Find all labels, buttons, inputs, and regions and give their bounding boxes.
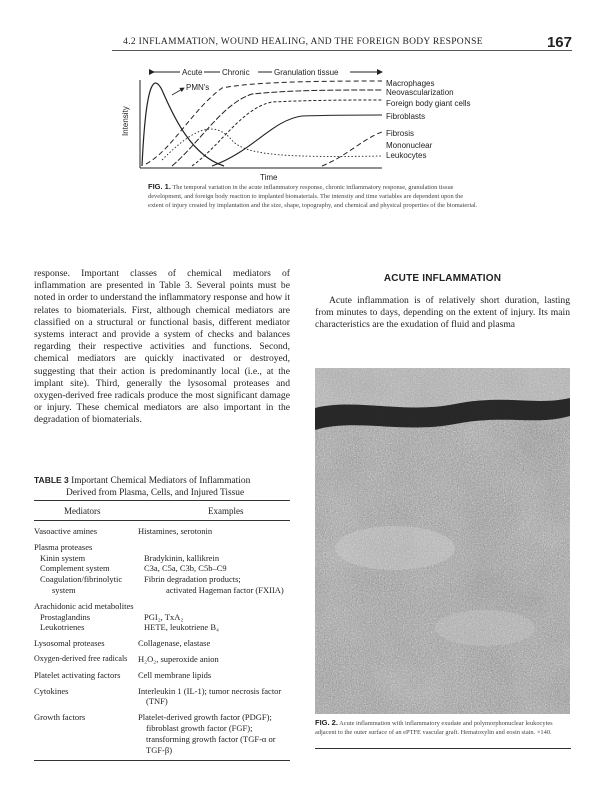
table-row: [34, 542, 290, 553]
section-heading-acute-inflammation: ACUTE INFLAMMATION: [383, 273, 502, 284]
table-rule-bottom: [34, 760, 290, 761]
page-number: 167: [546, 34, 572, 51]
x-axis-label: Time: [260, 173, 278, 182]
table-cell-mediator: Platelet activating factors: [34, 669, 121, 680]
table-row: [34, 574, 290, 585]
table-cell-example: Platelet-derived growth factor (PDGF); fibroblast growth factor (FGF); transforming growth factor (TGF-α or TGF-β): [138, 712, 276, 755]
label-mononuclear: Mononuclear: [386, 141, 433, 150]
table-cell-mediator: Oxygen-derived free radicals: [34, 653, 128, 663]
table-cell-example: Cell membrane lipids: [138, 669, 212, 680]
curve-fbgc: [192, 100, 382, 166]
table-cell-example: Collagenase, elastase: [138, 638, 211, 649]
table-cell-example: H₂O₂, superoxide anion: [138, 653, 219, 664]
table-3-title-line1: Important Chemical Mediators of Inflammation: [71, 476, 251, 486]
table-3-body: [34, 526, 290, 755]
y-axis-label: Intensity: [121, 106, 130, 136]
header-rule: [112, 50, 572, 51]
table-cell-example: Interleukin 1 (IL-1); tumor necrosis factor (TNF): [138, 685, 282, 707]
label-neovascularization: Neovascularization: [386, 88, 454, 97]
left-column-paragraph: response. Important classes of chemical mediators of inflammation are presented in Table 3. Several points must be noted in order to understand the inflammatory response and how it relates to biomaterials. First, although chemical mediators are classified on a structural or functional basis, different mediator systems interact and provide a system of checks and balances regarding their respective activities and functions. Second, chemical mediators are quickly inactivated or destroyed, suggesting that their action is predominantly local (i.e., at the implant site). Third, generally the lysosomal proteases and oxygen-derived free radicals produce the most significant damage or injury. These chemical mediators are also important in the degradation of biomaterials.: [34, 268, 290, 426]
table-cell-mediator: system: [52, 584, 76, 595]
table-cell-mediator: Lysosomal proteases: [34, 638, 105, 649]
curve-mononuclear: [162, 129, 382, 160]
table-row: [34, 670, 290, 681]
figure-1-caption-label: FIG. 1.: [148, 182, 171, 191]
label-leukocytes: Leukocytes: [386, 151, 427, 160]
table-3-title-line2: Derived from Plasma, Cells, and Injured Tissue: [66, 488, 245, 498]
label-pmns: PMN's: [186, 83, 210, 92]
figure-2-caption: [315, 718, 571, 737]
table-row: [34, 585, 290, 596]
table-rule-top: [34, 500, 290, 501]
table-row: [34, 526, 290, 537]
table-cell-mediator: Prostaglandins: [40, 611, 91, 622]
phase-label-chronic: Chronic: [222, 68, 250, 77]
table-cell-mediator: Growth factors: [34, 712, 86, 723]
table-cell-mediator: Plasma proteases: [34, 541, 93, 552]
table-row: [34, 654, 290, 665]
micrograph-image: [315, 368, 570, 714]
label-fibroblasts: Fibroblasts: [386, 112, 426, 121]
table-cell-example: C3a, C5a, C3b, C5b–C9: [144, 563, 227, 574]
figure-1-caption: [148, 182, 478, 210]
table-row: [34, 638, 290, 649]
figure-2-caption-text: Acute inflammation with inflammatory exudate and polymorphonuclear leukocytes adjacent to the outer surface of an ePTFE vascular graft. Hematoxylin and eosin stain. ×140.: [315, 720, 553, 736]
table-row: [34, 563, 290, 574]
running-header-title: 4.2 INFLAMMATION, WOUND HEALING, AND THE FOREIGN BODY RESPONSE: [123, 37, 483, 47]
table-row: [34, 612, 290, 623]
figure-1-caption-text: The temporal variation in the acute inflammatory response, chronic inflammatory response, granulation tissue development, and foreign body reaction to implanted biomaterials. The intensity and time variables are dependent upon the extent of injury created by implantation and the size, shape, topography, and chemical and physical properties of the biomaterial.: [148, 184, 478, 209]
table-row: [34, 553, 290, 564]
table-cell-example: activated Hageman factor (FXIIA): [166, 584, 284, 595]
right-column-paragraph: Acute inflammation is of relatively short duration, lasting from minutes to days, depending on the extent of injury. Its main characteristics are the exudation of fluid and plasma: [315, 295, 570, 331]
table-rule-header: [34, 520, 290, 521]
table-cell-example: Bradykinin, kallikrein: [144, 552, 220, 563]
figure-2-micrograph: [315, 368, 570, 714]
table-3-title: [34, 474, 290, 499]
table-row: [34, 712, 290, 755]
label-fbgc: Foreign body giant cells: [386, 99, 471, 108]
table-cell-mediator: Arachidonic acid metabolites: [34, 600, 134, 611]
table-cell-mediator: Kinin system: [40, 552, 86, 563]
table-cell-mediator: Coagulation/fibrinolytic: [40, 574, 123, 585]
table-cell-mediator: Complement system: [40, 563, 110, 574]
label-macrophages: Macrophages: [386, 79, 435, 88]
figure-2-rule: [315, 748, 571, 749]
table-3-label: TABLE 3: [34, 475, 69, 485]
table-cell-example: Fibrin degradation products;: [144, 574, 241, 585]
figure-1-diagram: [112, 60, 482, 188]
table-header-row: [34, 506, 290, 516]
table-row: [34, 622, 290, 633]
table-row: [34, 601, 290, 612]
table-cell-example: Histamines, serotonin: [138, 526, 213, 536]
table-cell-mediator: Vasoactive amines: [34, 526, 98, 536]
table-cell-example: PGI₂, TxA₂: [144, 611, 184, 622]
running-header: [0, 34, 606, 54]
table-cell-mediator: Leukotrienes: [40, 622, 85, 633]
figure-2-caption-label: FIG. 2.: [315, 718, 338, 727]
phase-label-granulation: Granulation tissue: [274, 68, 339, 77]
table-row: [34, 686, 290, 708]
phase-label-acute: Acute: [182, 68, 203, 77]
label-fibrosis: Fibrosis: [386, 129, 415, 138]
table-cell-example: [138, 542, 290, 553]
curve-macrophages: [146, 81, 382, 164]
figure-1: [112, 60, 482, 188]
table-header-mediators: Mediators: [64, 506, 101, 516]
table-header-examples: Examples: [208, 506, 244, 516]
curve-fibrosis: [322, 132, 382, 166]
table-cell-mediator: Cytokines: [34, 685, 69, 696]
table-cell-example: HETE, leukotriene B₄: [144, 622, 219, 633]
